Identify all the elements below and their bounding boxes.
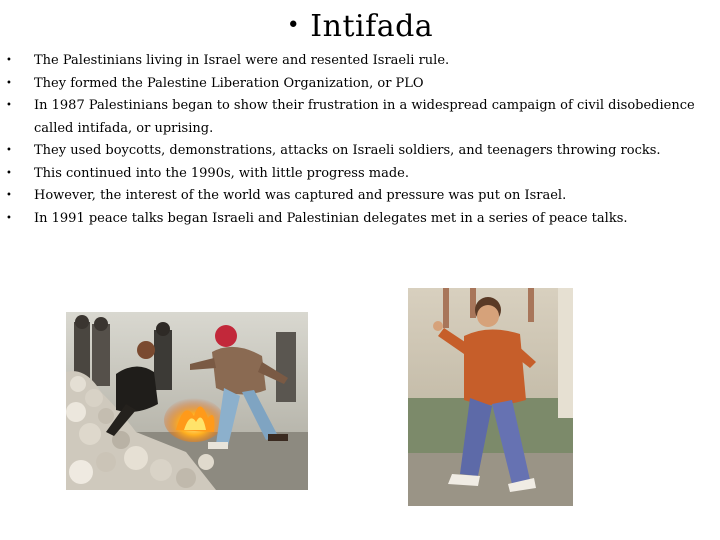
bullet-text: They formed the Palestine Liberation Organization, or PLO [34, 75, 424, 91]
bullet-marker: • [6, 190, 12, 201]
bullet-text: In 1991 peace talks began Israeli and Palestinian delegates met in a series of peace talks. [34, 210, 628, 226]
bullet-item [0, 208, 700, 231]
bullet-item [0, 50, 700, 73]
bullet-marker: • [6, 167, 12, 179]
bullet-text: This continued into the 1990s, with little progress made. [34, 165, 409, 181]
bullet-item [0, 95, 700, 140]
boy-throwing-photo [408, 288, 573, 506]
bullet-item [0, 185, 700, 208]
title-text: Intifada [310, 9, 434, 44]
bullet-text: In 1987 Palestinians began to show their frustration in a widespread campaign of civil disobedience called intifada, or uprising. [34, 98, 695, 136]
bullet-list [0, 50, 700, 230]
bullet-marker: • [6, 100, 12, 111]
stone-throwers-illustration [66, 312, 308, 490]
bullet-item [0, 140, 700, 163]
bullet-marker: • [6, 145, 12, 156]
bullet-marker: • [6, 77, 12, 89]
bullet-text: They used boycotts, demonstrations, attacks on Israeli soldiers, and teenagers throwing rocks. [34, 143, 661, 158]
bullet-text: However, the interest of the world was captured and pressure was put on Israel. [34, 188, 567, 203]
bullet-text: The Palestinians living in Israel were and resented Israeli rule. [34, 53, 450, 68]
bullet-item [0, 73, 700, 96]
bullet-marker: • [6, 212, 12, 224]
boy-throwing-illustration [408, 288, 573, 506]
bullet-marker: • [6, 55, 12, 66]
title-bullet: • [286, 13, 301, 38]
bullet-item [0, 163, 700, 186]
stone-throwers-photo [66, 312, 308, 490]
slide-title [0, 6, 720, 47]
